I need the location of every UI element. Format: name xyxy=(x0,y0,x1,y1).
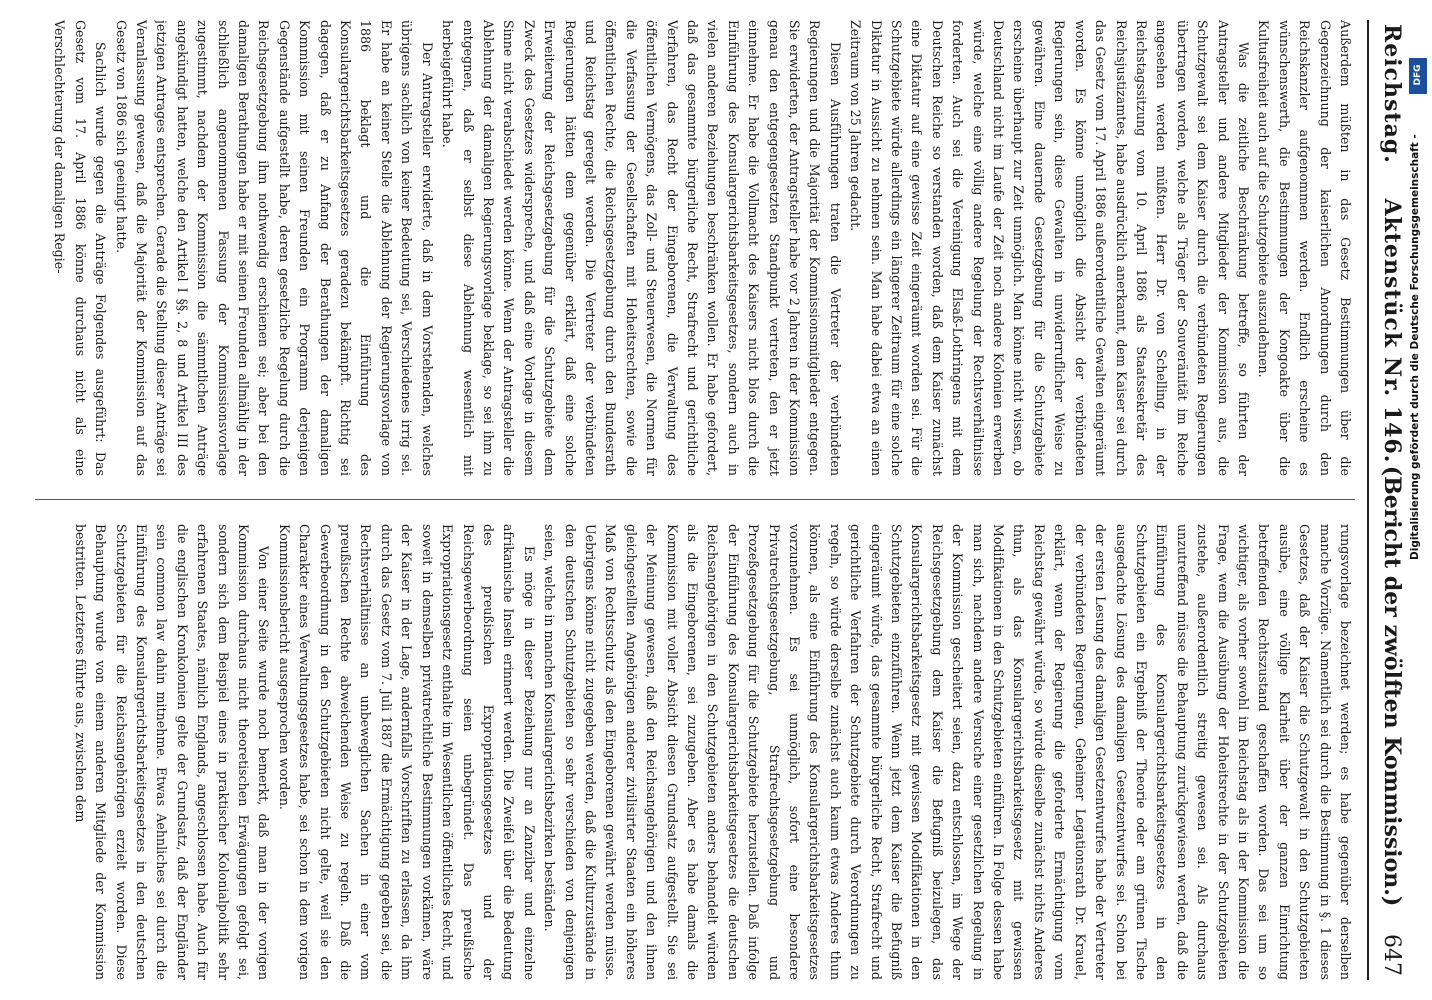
paragraph: Sachlich wurde gegen die Anträge Folgendes ausgeführt: Das Gesetz vom 17. April 1886 könne durchaus nicht als eine Verschlechterung der damaligen Regie- xyxy=(52,20,109,476)
paragraph: Es möge in dieser Beziehung nur an Zanzibar und einzelne afrikanische Inseln erinnert werden. Die Zweifel über die Bedeutung des preußischen Expropriationsgesetzes und der Reichsgewerbeordnung seien unbegründet. Das preußische Expropriationsgesetz enthalte im Wesentlichen öffentliches Recht, und soweit in demselben privatrechtliche Bestimmungen vorkämen, wäre der Kaiser in der Lage, andernfalls Vorschriften zu erlassen, da ihm durch das Gesetz vom 7. Juli 1887 die Ermächtigung gegeben sei, die Rechtsverhältnisse an unbeweglichen Sachen in einer vom preußischen Rechte abweichenden Weise zu regeln. Daß die Gewerbeordnung in den Schutzgebieten nicht gelte, weil sie den Charakter eines Verwaltungsgesetzes habe, sei schon in dem vorigen Kommissionsbericht ausgesprochen worden. xyxy=(276,524,537,980)
right-column xyxy=(35,524,1355,980)
dfg-logo xyxy=(1409,58,1427,94)
column-divider xyxy=(35,499,1355,500)
paragraph: rungsvorlage bezeichnet werden; es habe gegenüber derselben manche Vorzüge. Namentlich sei durch die Bestimmung in §. 1 dieses Gesetzes, daß der Kaiser die Schutzgewalt in den Schutzgebieten ausübe, eine völlige Klarheit über der ganzen Einrichtung betreffenden Rechtszustand geschaffen worden. Das sei um so wichtiger, als vorher sowohl im Reichstag als in der Kommission die Frage, wem die Ausübung der Hoheitsrechte in der Schutzgebieten zustehe, außerordentlich streitig gewesen sei. Als durchaus unzutreffend müsse die Behauptung zurückgewiesen werden, daß die Einführung des Konsulargerichtsbarkeitsgesetzes in den Schutzgebieten ein Ergebniß der Theorie oder am grünen Tische ausgedachte Lösung des damaligen Gesetzentwurfes sei. Schon bei der ersten Lesung des damaligen Gesetzentwurfes habe der Vertreter der verbündeten Regierungen, Geheimer Legationsrath Dr. Krauel, erklärt, wenn der Regierung die geforderte Ermächtigung vom Reichstag gewährt würde, so würde dieselbe zunächst nichts Anderes thun, als das Konsulargerichtsbarkeitsgesetz mit gewissen Modifikationen in den Schutzgebieten einführen. In Folge dessen habe man sich, nachdem andere Versuche einer gesetzlichen Regelung in der Kommission gescheitert seien, dazu entschlossen, im Wege der Reichsgesetzgebung dem Kaiser die Befugniß beizulegen, das Konsulargerichtsbarkeitsgesetz mit gewissen Modifikationen in den Schutzgebieten einzuführen. Wenn jetzt dem Kaiser die Befugniß eingeräumt würde, das gesammte bürgerliche Recht, Strafrecht und gerichtliche Verfahren der Schutzgebiete durch Verordnungen zu regeln, so würde derselbe zunächst auch kaum etwas Anderes thun können, als eine Einführung des Konsulargerichtsbarkeitsgesetzes vorzunehmen. Es sei unmöglich, sofort eine besondere Privatrechtsgesetzgebung, Strafrechtsgesetzgebung und Prozeßgesetzgebung für die Schutzgebiete herzustellen. Daß infolge der Einführung des Konsulargerichtsbarkeitsgesetzes die deutschen Reichsangehörigen in den Schutzgebieten anders behandelt würden als die Eingeborenen, sei zuzugeben. Aber es habe damals die Kommission mit voller Absicht diesen Grundsatz aufgestellt. Sie sei der Meinung gewesen, daß den Reichsangehörigen und den ihnen gleichgestellten Angehörigen anderer zivilisirter Staaten ein höheres Maß von Rechtsschutz als den Eingeborenen gewährt werden müsse. Uebrigens könne nicht zugegeben werden, daß die Kulturzustände in den deutschen Schutzgebieten so sehr verschieden von denjenigen seien, welche in manchen Konsulargerichtsbezirken beständen. xyxy=(542,524,1353,980)
document-number: Aktenstück Nr. 146. xyxy=(1379,198,1405,464)
page-number: 647 xyxy=(1379,934,1404,976)
header-title: Reichstag. xyxy=(1379,24,1405,164)
report-title: (Bericht der zwölften Kommission.) xyxy=(1379,465,1405,907)
paragraph: Diesen Ausführungen traten die Vertreter der verbündeten Regierungen und die Majorität der Kommissionsmitglieder entgegen. Sie erwiderten, der Antragsteller habe vor 2 Jahren in der Kommission genau den entgegengesetzten Standpunkt vertreten, den er jetzt einnehme. Er habe die Vollmacht des Kaisers nicht blos durch die Einführung des Konsulargerichtsbarkeitsgesetzes, sondern auch in vielen anderen Beziehungen beschränken wollen. Er habe gefordert, daß das gesammte bürgerliche Recht, Strafrecht und gerichtliche Verfahren, das Recht der Eingeborenen, die Verwaltung des öffentlichen Vermögens, das Zoll- und Steuerwesen, die Normen für die Verfassung der Gesellschaften mit Hoheitsrechten, sowie die öffentlichen Rechte, die Reichsgesetzgebung durch den Bundesrath und Reichstag geregelt werden. Die Vertreter der verbündeten Regierungen hätten dem gegenüber erklärt, daß eine solche Erweiterung der Reichsgesetzgebung für die Schutzgebiete dem Zweck des Gesetzes widerspreche, und daß eine Vorlage in diesem Sinne nicht verabschiedet werden könne. Wenn der Antragsteller die Ablehnung der damaligen Regierungsvorlage beklage, so sei ihm zu entgegnen, daß er selbst diese Ablehnung wesentlich mit herbeigeführt habe. xyxy=(440,20,843,476)
document-page xyxy=(21,20,1411,980)
left-column xyxy=(35,20,1355,476)
paragraph: Was die zeitliche Beschränkung betreffe, so führten der Antragsteller und andere Mitglieder der Kommission aus, die Schutzgewalt sei dem Kaiser durch die verbündeten Regierungen übertragen worden, welche als Träger der Souveränität im Reiche angesehen werden müßten. Herr Dr. von Schelling, in der Reichstagssitzung vom 10. April 1886 als Staatssekretär des Reichsjustizamtes, habe ausdrücklich anerkannt, dem Kaiser sei durch das Gesetz vom 17. April 1886 außerordentliche Gewalten eingeräumt worden. Es könne unmöglich die Absicht der verbündeten Regierungen sein, diese Gewalten in unwiderruflicher Weise zu gewähren. Eine dauernde Gesetzgebung für die Schutzgebiete erscheine überhaupt zur Zeit unmöglich. Man könne nicht wissen, ob Deutschland nicht im Laufe der Zeit noch andere Kolonien erwerben würde, welche eine völlig andere Regelung der Rechtsverhältnisse forderten. Auch sei die Vereinigung Elsaß-Lothringens mit dem Deutschen Reiche so verstanden worden, daß dem Kaiser zunächst eine Diktatur auf eine gewisse Zeit eingeräumt worden sei. Für die Schutzgebiete würde allerdings ein längerer Zeitraum für eine solche Diktatur in Aussicht zu nehmen sein. Man habe dabei etwa an einen Zeitraum von 25 Jahren gedacht. xyxy=(848,20,1251,476)
digitization-sidebar xyxy=(1408,0,1430,1000)
header-rule xyxy=(1367,20,1369,980)
running-header xyxy=(1371,20,1411,980)
header-left xyxy=(1379,24,1405,463)
header-right xyxy=(1379,466,1405,976)
dfg-logo-text: DFG xyxy=(1413,64,1423,86)
paragraph: Der Antragsteller erwiderte, daß in dem Vorstehenden, welches übrigens sachlich von keiner Bedeutung sei, Verschiedenes irrig sei. Er habe an keiner Stelle die Ablehnung der Regierungsvorlage von 1886 beklagt und die Einführung des Konsulargerichtsbarkeitsgesetzes geradezu bekämpft. Richtig sei dagegen, daß er zu Anfang der Berathungen der damaligen Kommission mit seinen Freunden ein Programm derjenigen Gegenstände aufgestellt habe, deren gesetzliche Regelung durch die Reichsgesetzgebung ihm nothwendig erschienen sei; aber bei den damaligen Berathungen habe er mit seinen Freunden allmählig in der schließlich angenommenen Fassung der Kommissionsvorlage zugestimmt, nachdem der Kommission die sämmtlichen Anträge angekündigt hatten, welche den Artikel I §§. 2, 8 und Artikel III des jetzigen Antrages entsprechen. Gerade die Stellung dieser Anträge sei Veranlassung gewesen, daß die Majorität der Kommission auf das Gesetz von 1886 sich geeinigt hatte. xyxy=(113,20,435,476)
paragraph: Von einer Seite wurde noch bemerkt, daß man in der vorigen Kommission durchaus nicht theoretischen Erwägungen gefolgt sei, sondern sich dem Beispiel eines in praktischer Kolonialpolitik sehr erfahrenen Staates, nämlich Englands, angeschlossen habe. Auch für die englischen Kronkolonien gelte der Grundsatz, daß der Engländer sein common law dahin mitnehme. Etwas Aehnliches sei durch die Einführung des Konsulargerichtsbarkeitsgesetzes in den deutschen Schutzgebieten für die Reichsangehörigen erzielt worden. Diese Behauptung wurde von einem anderen Mitgliede der Kommission bestritten. Letzteres führte aus, zwischen dem xyxy=(72,524,272,980)
paragraph: Außerdem müßten in das Gesetz Bestimmungen über die Gegenzeichnung der kaiserlichen Anordnungen durch den Reichskanzler aufgenommen werden. Endlich erscheine es wünschenswerth, die Bestimmungen der Kongoakte über die Kultusfreiheit auch auf die Schutzgebiete auszudehnen. xyxy=(1256,20,1353,476)
digitization-note: Digitalisierung gefördert durch die Deutsche Forschungsgemeinschaft - xyxy=(1409,134,1421,560)
